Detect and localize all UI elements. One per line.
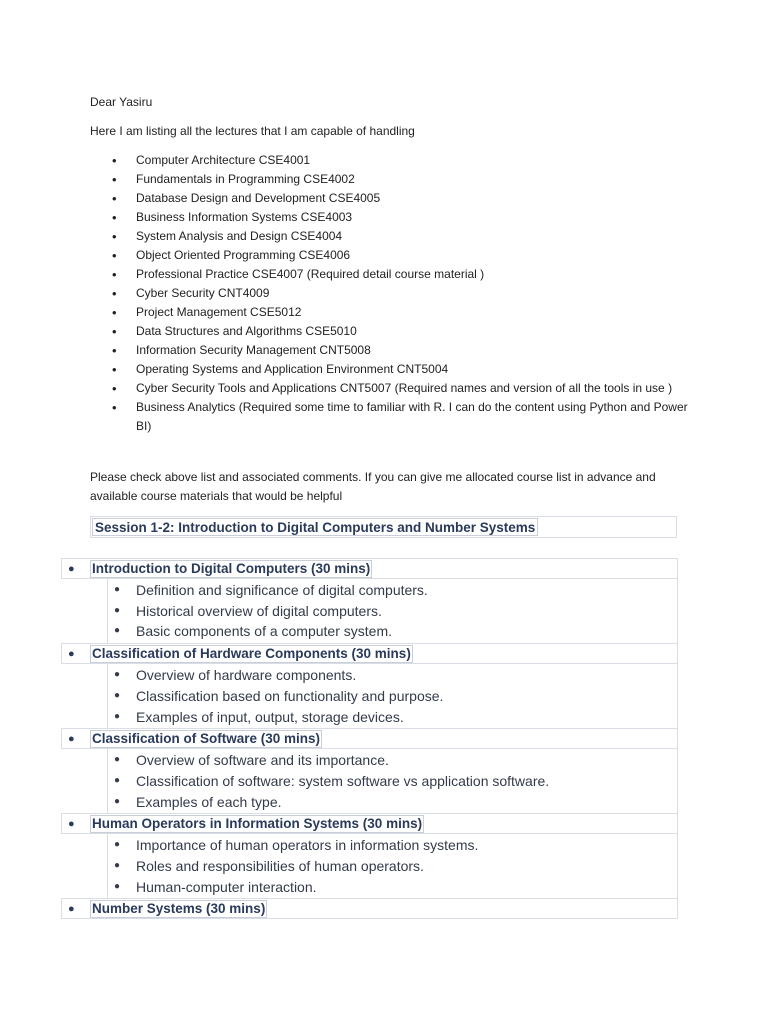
lecture-label: Operating Systems and Application Environment CNT5004 bbox=[136, 362, 449, 376]
list-item bbox=[90, 265, 690, 284]
lecture-label: Computer Architecture CSE4001 bbox=[136, 153, 311, 167]
list-item bbox=[90, 303, 690, 322]
list-item bbox=[90, 208, 690, 227]
bullet-icon: ● bbox=[114, 774, 121, 786]
bullet-icon: ● bbox=[114, 754, 121, 766]
item-text: Historical overview of digital computers. bbox=[136, 602, 382, 619]
list-item bbox=[108, 580, 677, 601]
list-item bbox=[108, 686, 677, 707]
list-item bbox=[90, 246, 690, 265]
item-text: Classification based on functionality and purpose. bbox=[136, 687, 444, 704]
session-outline bbox=[61, 558, 678, 919]
bullet-icon: ● bbox=[114, 795, 121, 807]
list-item bbox=[108, 835, 677, 856]
list-item bbox=[90, 284, 690, 303]
lecture-label: Object Oriented Programming CSE4006 bbox=[136, 248, 351, 262]
lecture-label: Cyber Security Tools and Applications CNT5007 (Required names and version of all the tools in use ) bbox=[136, 381, 673, 395]
lecture-label: Professional Practice CSE4007 (Required detail course material ) bbox=[136, 267, 485, 281]
item-text: Examples of input, output, storage devices. bbox=[136, 708, 404, 725]
list-item bbox=[108, 771, 677, 792]
bullet-icon: ● bbox=[114, 669, 121, 681]
bullet-icon: • bbox=[112, 229, 117, 244]
bullet-icon: ● bbox=[68, 563, 75, 575]
bullet-icon: ● bbox=[114, 604, 121, 616]
bullet-icon: ● bbox=[114, 880, 121, 892]
bullet-icon: ● bbox=[114, 839, 121, 851]
item-text: Classification of software: system software vs application software. bbox=[136, 772, 550, 789]
list-item bbox=[90, 151, 690, 170]
list-item bbox=[108, 792, 677, 813]
list-item bbox=[108, 621, 677, 642]
list-item bbox=[108, 601, 677, 622]
topic-title: Introduction to Digital Computers (30 mins) bbox=[92, 561, 371, 576]
item-text: Overview of hardware components. bbox=[136, 667, 357, 684]
lecture-label: System Analysis and Design CSE4004 bbox=[136, 229, 343, 243]
list-item bbox=[108, 665, 677, 686]
item-text: Roles and responsibilities of human operators. bbox=[136, 858, 424, 875]
list-item bbox=[90, 322, 690, 341]
list-item bbox=[108, 707, 677, 728]
item-text: Importance of human operators in information systems. bbox=[136, 837, 479, 854]
lecture-label: Project Management CSE5012 bbox=[136, 305, 302, 319]
item-text: Definition and significance of digital computers. bbox=[136, 582, 428, 598]
topic-row bbox=[61, 643, 678, 664]
lecture-list bbox=[90, 151, 690, 436]
topic-title: Human Operators in Information Systems (30 mins) bbox=[92, 816, 423, 832]
bullet-icon: ● bbox=[114, 860, 121, 872]
topic-row bbox=[61, 728, 678, 749]
topic-subitems bbox=[107, 834, 678, 898]
bullet-icon: • bbox=[112, 400, 117, 415]
list-item bbox=[108, 856, 677, 877]
bullet-icon: ● bbox=[114, 689, 121, 701]
list-item bbox=[90, 341, 690, 360]
topic-subitems bbox=[107, 664, 678, 728]
bullet-icon: ● bbox=[68, 648, 75, 661]
bullet-icon: • bbox=[112, 172, 117, 187]
bullet-icon: • bbox=[112, 343, 117, 358]
session-title: Session 1-2: Introduction to Digital Computers and Number Systems bbox=[92, 518, 538, 536]
item-text: Examples of each type. bbox=[136, 793, 282, 810]
list-item bbox=[90, 379, 690, 398]
list-item bbox=[90, 189, 690, 208]
bullet-icon: • bbox=[112, 305, 117, 320]
list-item bbox=[90, 170, 690, 189]
bullet-icon: • bbox=[112, 153, 117, 168]
bullet-icon: • bbox=[112, 362, 117, 377]
topic-title: Number Systems (30 mins) bbox=[92, 901, 266, 917]
topic-subitems bbox=[107, 579, 678, 643]
list-item bbox=[108, 750, 677, 771]
topic-row bbox=[61, 813, 678, 834]
item-text: Human-computer interaction. bbox=[136, 878, 317, 895]
lecture-label: Cyber Security CNT4009 bbox=[136, 286, 270, 300]
bullet-icon: ● bbox=[68, 733, 75, 746]
greeting: Dear Yasiru bbox=[90, 95, 153, 109]
closing-text: Please check above list and associated comments. If you can give me allocated course list in advance and available course materials that would be helpful bbox=[90, 470, 656, 503]
intro-text: Here I am listing all the lectures that I am capable of handling bbox=[90, 124, 415, 138]
session-heading-box bbox=[90, 516, 677, 538]
bullet-icon: ● bbox=[114, 584, 121, 595]
lecture-label: Database Design and Development CSE4005 bbox=[136, 191, 381, 205]
lecture-label: Business Information Systems CSE4003 bbox=[136, 210, 353, 224]
topic-title: Classification of Software (30 mins) bbox=[92, 731, 321, 747]
lecture-label: Fundamentals in Programming CSE4002 bbox=[136, 172, 355, 186]
bullet-icon: • bbox=[112, 191, 117, 206]
lecture-label: Data Structures and Algorithms CSE5010 bbox=[136, 324, 357, 338]
bullet-icon: ● bbox=[114, 625, 121, 637]
lecture-label: Business Analytics (Required some time to familiar with R. I can do the content using Python and Power BI) bbox=[136, 400, 688, 433]
topic-title: Classification of Hardware Components (30 mins) bbox=[92, 646, 411, 662]
list-item bbox=[90, 360, 690, 379]
bullet-icon: • bbox=[112, 286, 117, 301]
item-text: Basic components of a computer system. bbox=[136, 623, 392, 640]
topic-row bbox=[61, 558, 678, 579]
list-item bbox=[90, 398, 690, 436]
bullet-icon: • bbox=[112, 324, 117, 339]
bullet-icon: • bbox=[112, 381, 117, 396]
bullet-icon: • bbox=[112, 267, 117, 282]
bullet-icon: • bbox=[112, 210, 117, 225]
bullet-icon: ● bbox=[114, 710, 121, 722]
topic-row bbox=[61, 898, 678, 919]
bullet-icon: ● bbox=[68, 903, 75, 916]
topic-subitems bbox=[107, 749, 678, 813]
list-item bbox=[108, 877, 677, 898]
bullet-icon: • bbox=[112, 248, 117, 263]
item-text: Overview of software and its importance. bbox=[136, 752, 389, 769]
bullet-icon: ● bbox=[68, 818, 75, 831]
list-item bbox=[90, 227, 690, 246]
lecture-label: Information Security Management CNT5008 bbox=[136, 343, 371, 357]
